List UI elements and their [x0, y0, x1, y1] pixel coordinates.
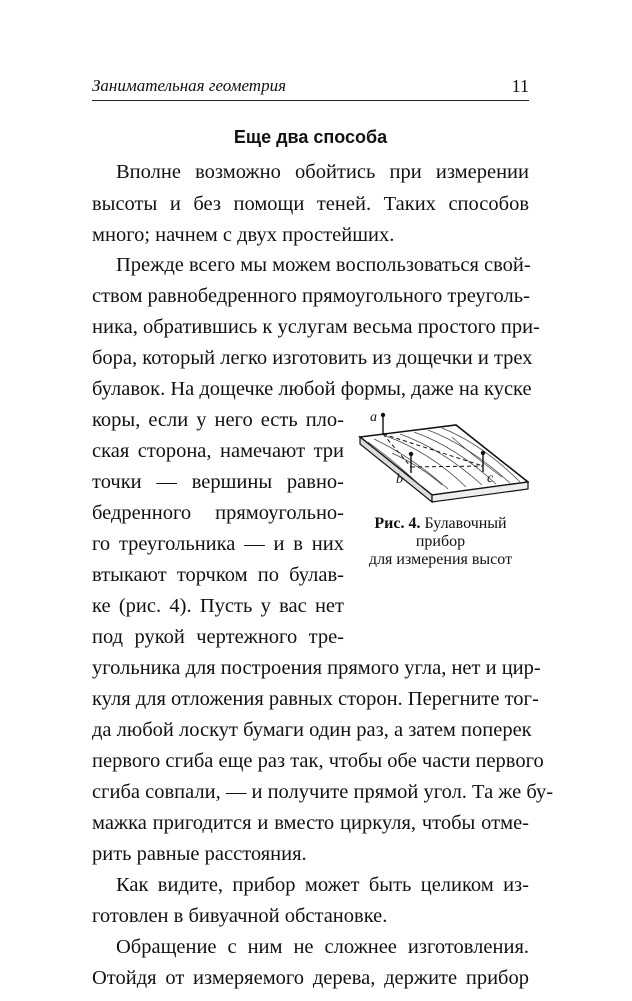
text-line: много; начнем с двух простейших.	[92, 224, 395, 246]
text-line: точки — вершины равно-	[92, 471, 344, 493]
text-line: Отойдя от измеряемого дерева, держите прибор	[92, 967, 529, 989]
pin-board-illustration	[352, 407, 529, 513]
figure-caption-line1: Булавочный	[424, 515, 507, 532]
running-header	[92, 76, 529, 101]
text-line: первого сгиба еще раз так, чтобы обе части первого	[92, 750, 544, 772]
text-line: ская сторона, намечают три	[92, 440, 344, 462]
text-line: рить равные расстояния.	[92, 843, 307, 865]
text-line: Обращение с ним не сложнее изготовления.	[116, 936, 529, 958]
text-line: угольника для построения прямого угла, нет и цир-	[92, 657, 541, 679]
text-line: Прежде всего мы можем воспользоваться свой-	[116, 254, 531, 276]
text-line: сгиба совпали, — и получите прямой угол. Та же бу-	[92, 781, 554, 803]
text-line: бора, который легко изготовить из дощечки и трех	[92, 347, 533, 369]
section-heading: Еще два способа	[233, 127, 388, 147]
text-line: под рукой чертежного тре-	[92, 626, 344, 648]
vertex-label-a: a	[370, 410, 377, 425]
text-line: ке (рис. 4). Пусть у вас нет	[92, 595, 344, 617]
figure-caption-line3: для измерения высот	[368, 551, 513, 568]
text-line: бедренного прямоугольно-	[92, 502, 344, 524]
vertex-label-c: c	[487, 471, 494, 486]
text-line: коры, если у него есть пло-	[92, 409, 344, 431]
text-line: готовлен в бивуачной обстановке.	[92, 905, 388, 927]
text-line: ством равнобедренного прямоугольного треуголь-	[92, 285, 530, 307]
text-line: да любой лоскут бумаги один раз, а затем поперек	[92, 719, 532, 741]
text-line: Вполне возможно обойтись при измерении	[116, 161, 529, 183]
text-line: Как видите, прибор может быть целиком из-	[116, 874, 529, 896]
text-line: мажка пригодится и вместо циркуля, чтобы отме-	[92, 812, 529, 834]
figure-caption-line2: прибор	[415, 533, 466, 550]
text-line: высоты и без помощи теней. Таких способов	[92, 193, 529, 215]
vertex-label-b: b	[396, 472, 403, 487]
text-line: булавок. На дощечке любой формы, даже на куске	[92, 378, 532, 400]
text-line: куля для отложения равных сторон. Перегните тог-	[92, 688, 539, 710]
page-number: 11	[511, 76, 529, 96]
text-line: ника, обратившись к услугам весьма простого при-	[92, 316, 540, 338]
text-line: втыкают торчком по булав-	[92, 564, 344, 586]
figure-caption-label: Рис. 4.	[374, 515, 421, 532]
text-line: го треугольника — и в них	[92, 533, 344, 555]
figure-caption	[342, 515, 539, 569]
running-title: Занимательная геометрия	[92, 76, 286, 95]
